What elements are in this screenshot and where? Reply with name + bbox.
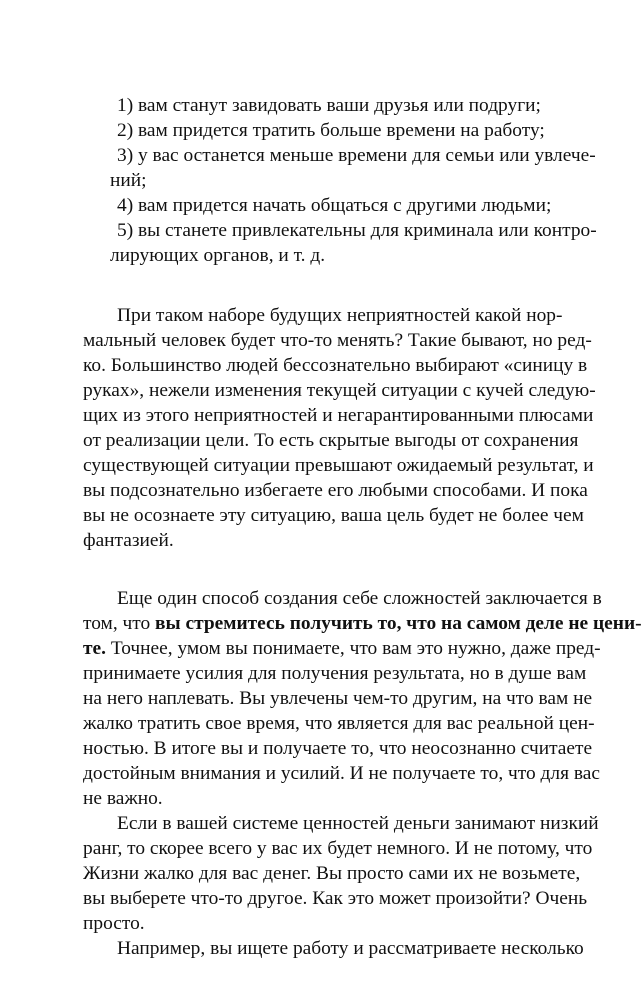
paragraph-2-line: Еще один способ создания себе сложностей заключается в [117, 588, 602, 609]
list-item-5-line-1: 5) вы станете привлекательны для криминала или контро- [117, 220, 597, 241]
paragraph-3-line: Если в вашей системе ценностей деньги занимают низкий [117, 813, 599, 834]
paragraph-1-line: вы подсознательно избегаете его любыми способами. И пока [83, 480, 588, 501]
paragraph-2-line: принимаете усилия для получения результата, но в душе вам [83, 663, 587, 684]
paragraph-2-line: на него наплевать. Вы увлечены чем-то другим, на что вам не [83, 688, 593, 709]
paragraph-1-line: мальный человек будет что-то менять? Такие бывают, но ред- [83, 330, 592, 351]
paragraph-1-line: При таком наборе будущих неприятностей какой нор- [117, 305, 563, 326]
list-item-3-line-2: ний; [110, 170, 147, 191]
paragraph-3-line: вы выберете что-то другое. Как это может произойти? Очень [83, 888, 588, 909]
paragraph-1-line: щих из этого неприятностей и негарантированными плюсами [83, 405, 594, 426]
bold-emphasis: вы стремитесь получить то, что на самом деле не цени- [155, 613, 642, 634]
paragraph-2-line: жалко тратить свое время, что является для вас реальной цен- [83, 713, 595, 734]
list-item-4: 4) вам придется начать общаться с другими людьми; [117, 195, 552, 216]
paragraph-2-line [83, 612, 642, 635]
paragraph-4-line: Например, вы ищете работу и рассматриваете несколько [117, 938, 584, 959]
paragraph-1-line: фантазией. [83, 530, 174, 551]
paragraph-3-line: ранг, то скорее всего у вас их будет немного. И не потому, что [83, 838, 593, 859]
paragraph-3-line: просто. [83, 913, 145, 934]
paragraph-3-line: Жизни жалко для вас денег. Вы просто сами их не возьмете, [83, 863, 581, 884]
list-item-3-line-1: 3) у вас останется меньше времени для семьи или увлече- [117, 145, 596, 166]
paragraph-2-line [83, 637, 601, 660]
plain-text: том, что [83, 613, 156, 634]
list-item-5-line-2: лирующих органов, и т. д. [110, 245, 326, 266]
paragraph-1-line: руках», нежели изменения текущей ситуации с кучей следую- [83, 380, 596, 401]
list-item-1: 1) вам станут завидовать ваши друзья или подруги; [117, 95, 541, 116]
paragraph-2-line: не важно. [83, 788, 163, 809]
paragraph-1-line: вы не осознаете эту ситуацию, ваша цель будет не более чем [83, 505, 584, 526]
paragraph-2-line: ностью. В итоге вы и получаете то, что неосознанно считаете [83, 738, 593, 759]
list-item-2: 2) вам придется тратить больше времени на работу; [117, 120, 545, 141]
plain-text: Точнее, умом вы понимаете, что вам это нужно, даже пред- [105, 638, 601, 659]
paragraph-1-line: ко. Большинство людей бессознательно выбирают «синицу в [83, 355, 588, 376]
bold-emphasis: те. [83, 638, 106, 659]
paragraph-1-line: от реализации цели. То есть скрытые выгоды от сохранения [83, 430, 579, 451]
paragraph-1-line: существующей ситуации превышают ожидаемый результат, и [83, 455, 594, 476]
paragraph-2-line: достойным внимания и усилий. И не получаете то, что для вас [83, 763, 600, 784]
